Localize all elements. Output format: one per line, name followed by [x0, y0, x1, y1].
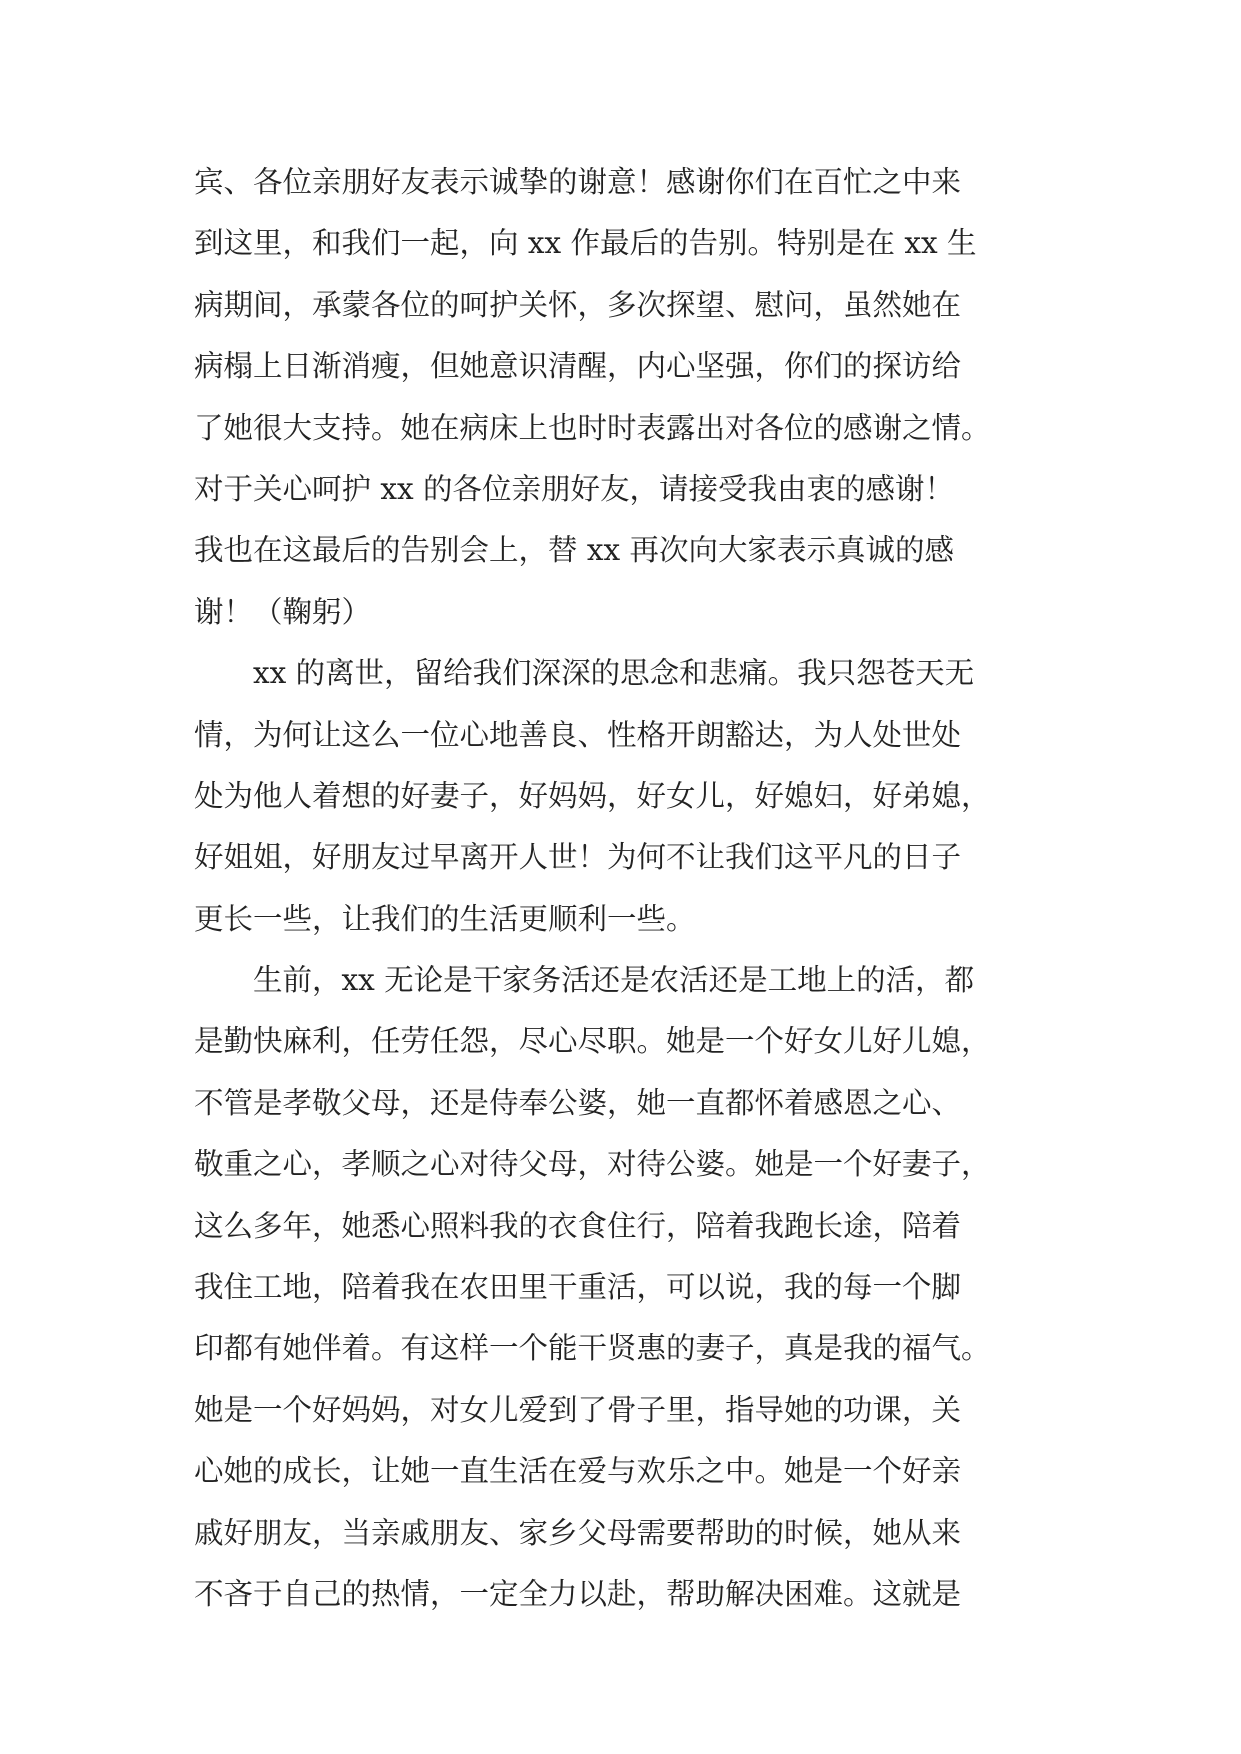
text-line: 好姐姐，好朋友过早离开人世！为何不让我们这平凡的日子	[194, 840, 962, 875]
text-line: 心她的成长，让她一直生活在爱与欢乐之中。她是一个好亲	[194, 1454, 962, 1489]
text-line: 不吝于自己的热情，一定全力以赴，帮助解决困难。这就是	[194, 1576, 962, 1611]
text-line: 宾、各位亲朋好友表示诚挚的谢意！感谢你们在百忙之中来	[194, 165, 962, 199]
text-line: 更长一些，让我们的生活更顺利一些。	[194, 901, 696, 936]
text-line: 处为他人着想的好妻子，好妈妈，好女儿，好媳妇，好弟媳，	[194, 778, 991, 813]
text-line: 印都有她伴着。有这样一个能干贤惠的妻子，真是我的福气。	[194, 1331, 991, 1366]
text-line: 谢！（鞠躬）	[194, 594, 372, 629]
text-line: 不管是孝敬父母，还是侍奉公婆，她一直都怀着感恩之心、	[194, 1085, 962, 1120]
text-line: 了她很大支持。她在病床上也时时表露出对各位的感谢之情。	[194, 410, 991, 445]
text-line: 我住工地，陪着我在农田里干重活，可以说，我的每一个脚	[194, 1270, 962, 1305]
text-line: 病榻上日渐消瘦，但她意识清醒，内心坚强，你们的探访给	[194, 349, 962, 384]
text-line: 生前，xx 无论是干家务活还是农活还是工地上的活，都	[194, 963, 975, 998]
text-line: xx 的离世，留给我们深深的思念和悲痛。我只怨苍天无	[194, 656, 975, 691]
text-line: 她是一个好妈妈，对女儿爱到了骨子里，指导她的功课，关	[194, 1392, 962, 1427]
body-text	[194, 160, 1054, 1633]
text-line: 我也在这最后的告别会上，替 xx 再次向大家表示真诚的感	[194, 533, 955, 568]
text-line: 这么多年，她悉心照料我的衣食住行，陪着我跑长途，陪着	[194, 1208, 962, 1243]
text-line: 敬重之心，孝顺之心对待父母，对待公婆。她是一个好妻子，	[194, 1147, 991, 1182]
text-line: 对于关心呵护 xx 的各位亲朋好友，请接受我由衷的感谢！	[194, 471, 955, 506]
text-line: 情，为何让这么一位心地善良、性格开朗豁达，为人处世处	[194, 717, 962, 752]
text-line: 是勤快麻利，任劳任怨，尽心尽职。她是一个好女儿好儿媳，	[194, 1024, 991, 1059]
text-line: 到这里，和我们一起，向 xx 作最后的告别。特别是在 xx 生	[194, 226, 977, 261]
text-line: 戚好朋友，当亲戚朋友、家乡父母需要帮助的时候，她从来	[194, 1515, 962, 1550]
text-line: 病期间，承蒙各位的呵护关怀，多次探望、慰问，虽然她在	[194, 287, 962, 322]
